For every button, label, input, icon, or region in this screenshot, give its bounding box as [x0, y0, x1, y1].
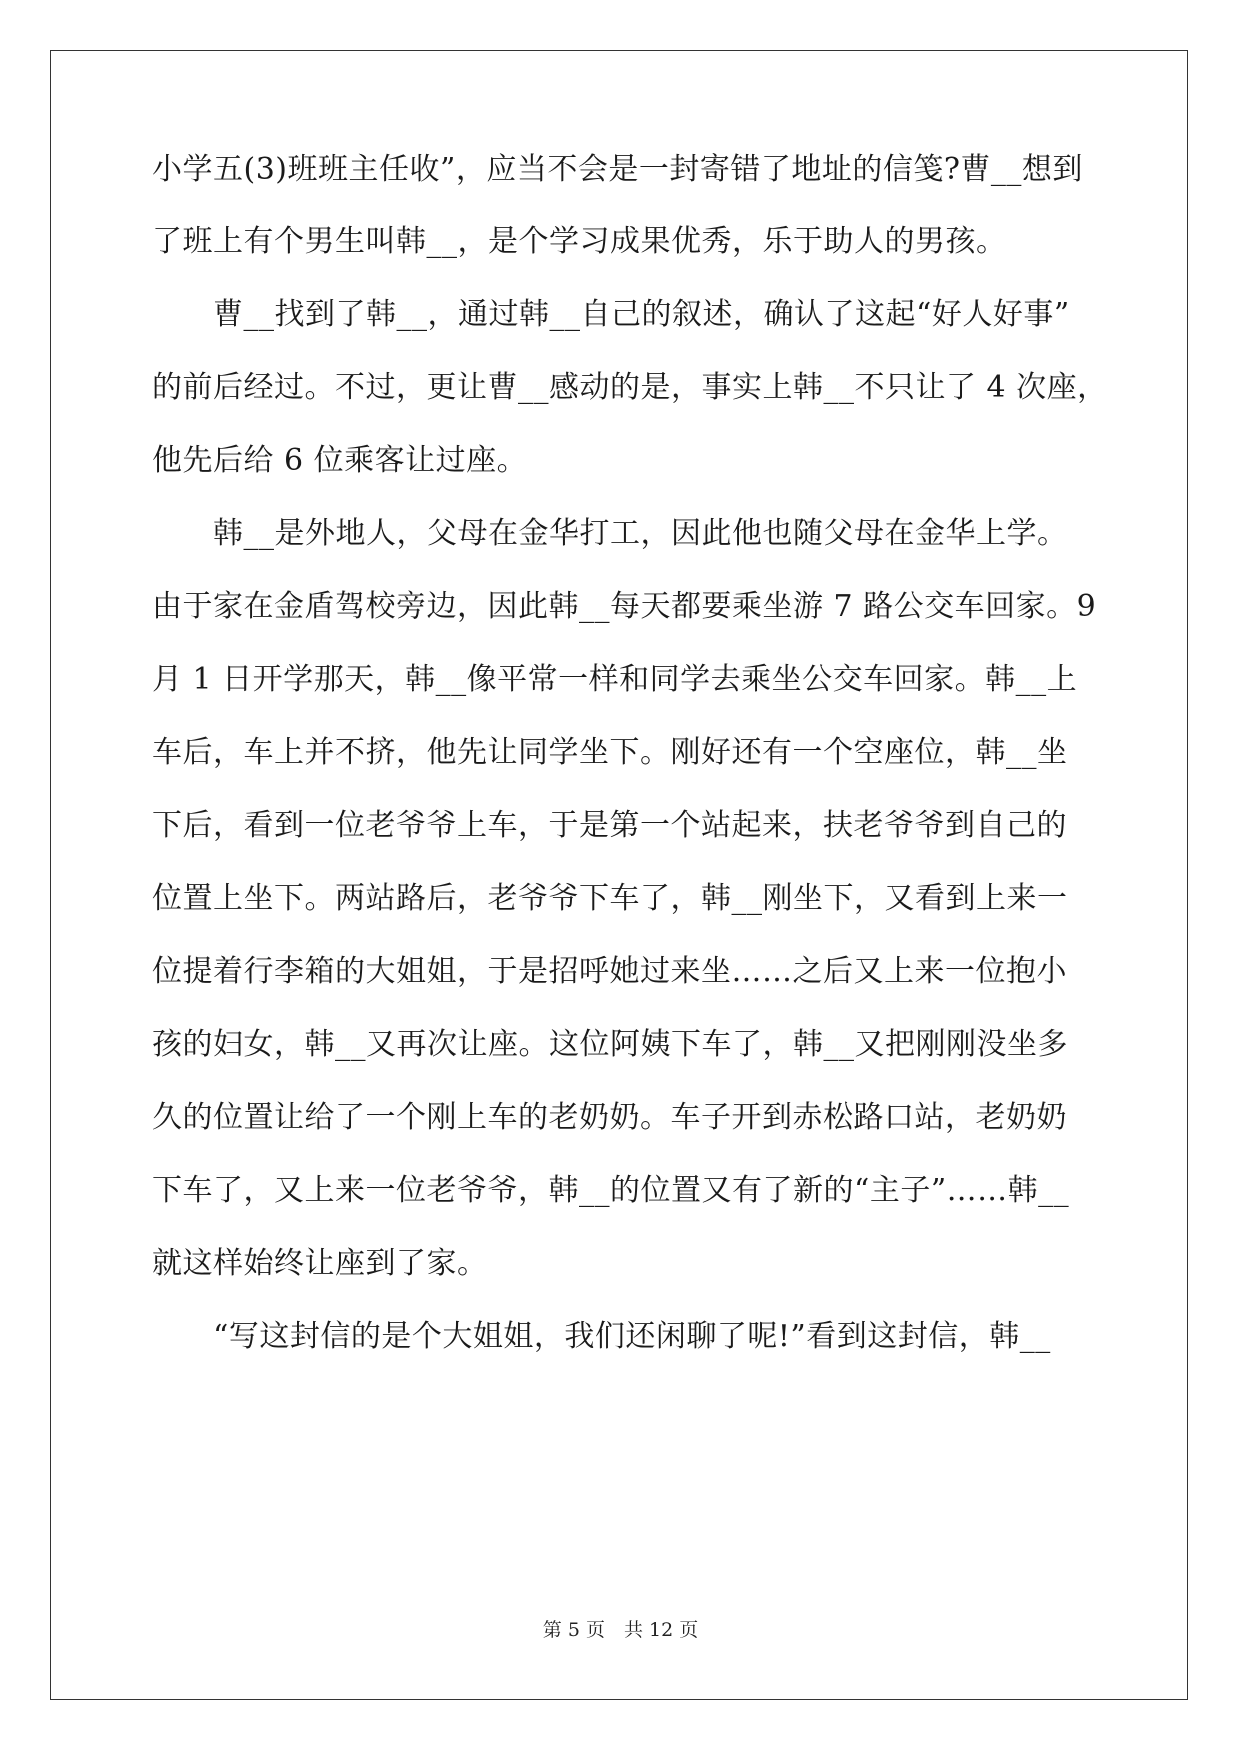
- text-line: 曹__找到了韩__，通过韩__自己的叙述，确认了这起“好人好事”: [152, 297, 1070, 332]
- page-number: 第 5 页 共 12 页: [542, 1619, 699, 1641]
- text-line: 由于家在金盾驾校旁边，因此韩__每天都要乘坐游 7 路公交车回家。9: [152, 589, 1097, 624]
- text-line: 车后，车上并不挤，他先让同学坐下。刚好还有一个空座位，韩__坐: [152, 735, 1068, 770]
- text-line: 位置上坐下。两站路后，老爷爷下车了，韩__刚坐下，又看到上来一: [152, 881, 1068, 916]
- text-line: 韩__是外地人，父母在金华打工，因此他也随父母在金华上学。: [152, 516, 1068, 551]
- text-line: 的前后经过。不过，更让曹__感动的是，事实上韩__不只让了 4 次座，: [152, 370, 1108, 405]
- text-line: 位提着行李箱的大姐姐，于是招呼她过来坐……之后又上来一位抱小: [152, 954, 1067, 989]
- text-line: 小学五(3)班班主任收”，应当不会是一封寄错了地址的信笺?曹__想到: [152, 152, 1083, 187]
- text-line: 久的位置让给了一个刚上车的老奶奶。车子开到赤松路口站，老奶奶: [152, 1100, 1067, 1135]
- text-line: 下车了，又上来一位老爷爷，韩__的位置又有了新的“主子”……韩__: [152, 1173, 1070, 1208]
- text-line: 下后，看到一位老爷爷上车，于是第一个站起来，扶老爷爷到自己的: [152, 808, 1067, 843]
- text-line: 他先后给 6 位乘客让过座。: [152, 443, 528, 478]
- text-line: 就这样始终让座到了家。: [152, 1246, 488, 1281]
- text-line: 月 1 日开学那天，韩__像平常一样和同学去乘坐公交车回家。韩__上: [152, 662, 1078, 697]
- text-line: 孩的妇女，韩__又再次让座。这位阿姨下车了，韩__又把刚刚没坐多: [152, 1027, 1068, 1062]
- text-line: 了班上有个男生叫韩__，是个学习成果优秀，乐于助人的男孩。: [152, 224, 1007, 259]
- text-line: “写这封信的是个大姐姐，我们还闲聊了呢!”看到这封信，韩__: [152, 1319, 1051, 1354]
